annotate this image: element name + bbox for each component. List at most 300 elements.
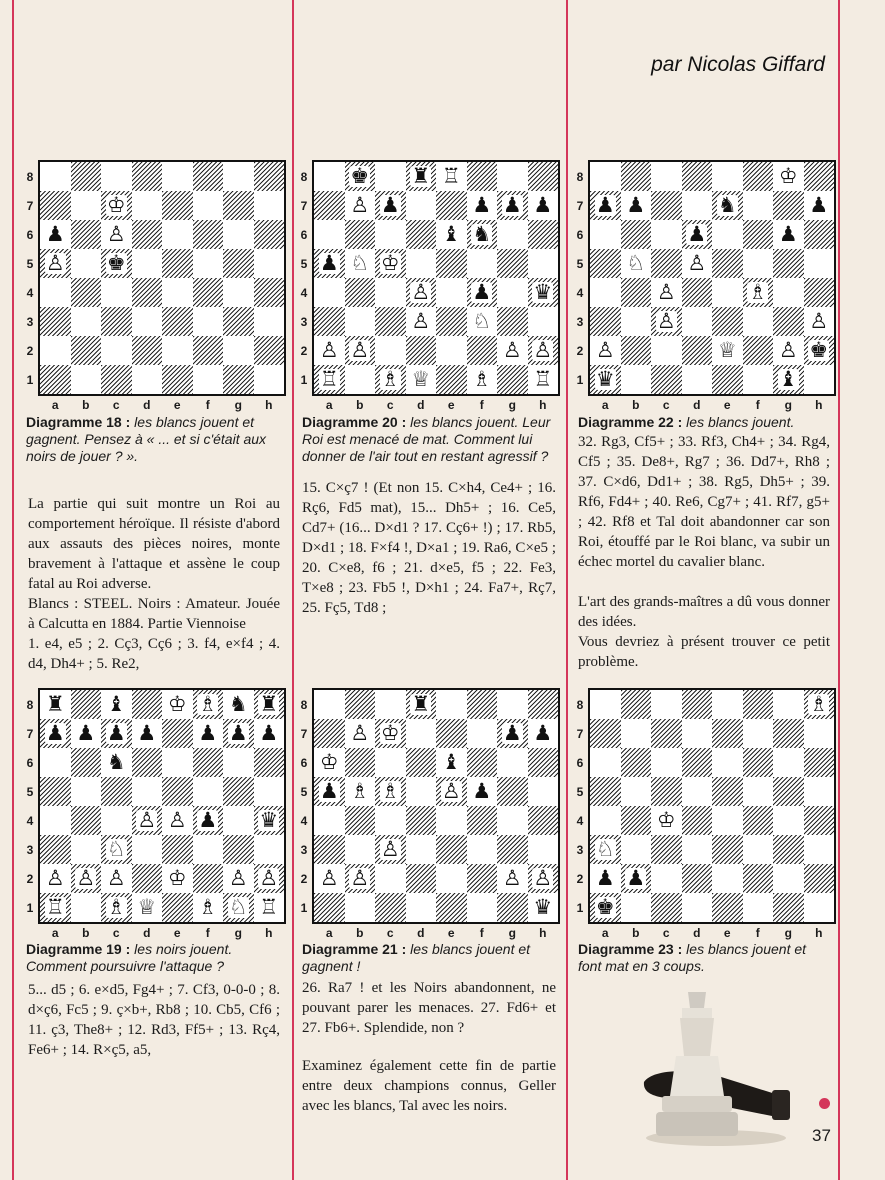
dark-square bbox=[743, 162, 774, 191]
dark-square bbox=[621, 220, 652, 249]
light-square bbox=[804, 719, 835, 748]
light-square bbox=[254, 777, 285, 806]
rank-label: 3 bbox=[26, 314, 34, 329]
white-rook-icon: ♖ bbox=[533, 367, 553, 391]
caption-label: Diagramme 22 : bbox=[578, 414, 683, 430]
light-square bbox=[345, 893, 376, 922]
dark-square bbox=[101, 365, 132, 394]
light-square bbox=[314, 162, 345, 191]
dark-square bbox=[682, 690, 713, 719]
file-label: f bbox=[205, 926, 210, 940]
dark-square bbox=[621, 806, 652, 835]
light-square bbox=[193, 835, 224, 864]
light-square bbox=[132, 249, 163, 278]
black-pawn-icon: ♟ bbox=[76, 721, 96, 745]
dark-square bbox=[40, 835, 71, 864]
light-square bbox=[101, 162, 132, 191]
light-square bbox=[375, 220, 406, 249]
paragraph-moves-3: 15. C×ç7 ! (Et non 15. C×h4, Ce4+ ; 16. Rç6, Fd5 mat), 15... Dh5+ ; 16. Ce5, Cd7+ (16... D×d1 ? 17. Cç6+ !) ; 17. Rb5, D×d1 ; 18. F×f4 !, D×a1 ; 19. Ra6, C×e5 ; 20. C×e8, f6 ; 21. d×e5, f5 ; 22. Fe3, T×e8 ; 23. Fb5 !, D×h1 ; 24. Fa7+, Rç7, 25. Fç5, Td8 ; bbox=[302, 480, 556, 616]
white-bishop-icon: ♗ bbox=[350, 779, 370, 803]
file-label: d bbox=[417, 398, 425, 412]
light-square bbox=[193, 777, 224, 806]
black-queen-icon: ♛ bbox=[259, 808, 279, 832]
dark-square bbox=[773, 191, 804, 220]
light-square bbox=[497, 162, 528, 191]
dark-square bbox=[712, 249, 743, 278]
black-pawn-icon: ♟ bbox=[626, 193, 646, 217]
white-bishop-icon: ♗ bbox=[472, 367, 492, 391]
rank-label: 4 bbox=[26, 813, 34, 828]
file-label: g bbox=[234, 926, 242, 940]
white-rook-icon: ♖ bbox=[45, 895, 65, 919]
white-bishop-icon: ♗ bbox=[198, 895, 218, 919]
dark-square bbox=[193, 278, 224, 307]
white-pawn-icon: ♙ bbox=[778, 338, 798, 362]
dark-square bbox=[467, 806, 498, 835]
light-square bbox=[193, 191, 224, 220]
file-label: b bbox=[632, 926, 640, 940]
light-square bbox=[712, 864, 743, 893]
light-square bbox=[497, 220, 528, 249]
dark-square bbox=[162, 719, 193, 748]
light-square bbox=[467, 893, 498, 922]
paragraph-problem: Vous devriez à présent trouver ce petit problème. bbox=[578, 634, 830, 670]
dark-square bbox=[406, 806, 437, 835]
file-label: g bbox=[784, 398, 792, 412]
dark-square bbox=[71, 162, 102, 191]
dark-square bbox=[223, 307, 254, 336]
black-pawn-icon: ♟ bbox=[502, 193, 522, 217]
rank-label: 7 bbox=[300, 198, 308, 213]
light-square bbox=[651, 220, 682, 249]
dark-square bbox=[467, 336, 498, 365]
file-label: b bbox=[356, 398, 364, 412]
light-square bbox=[743, 307, 774, 336]
black-pawn-icon: ♟ bbox=[533, 193, 553, 217]
black-rook-icon: ♜ bbox=[259, 692, 279, 716]
white-bishop-icon: ♗ bbox=[380, 779, 400, 803]
light-square bbox=[621, 835, 652, 864]
dark-square bbox=[193, 336, 224, 365]
dark-square bbox=[773, 719, 804, 748]
black-knight-icon: ♞ bbox=[106, 750, 126, 774]
file-label: g bbox=[234, 398, 242, 412]
light-square bbox=[467, 249, 498, 278]
dark-square bbox=[651, 835, 682, 864]
chess-board bbox=[312, 688, 560, 924]
paragraph-moves-1: 1. e4, e5 ; 2. Cç3, Cç6 ; 3. f4, e×f4 ; 4. d4, Dh4+ ; 5. Re2, bbox=[28, 636, 280, 672]
dark-square bbox=[590, 777, 621, 806]
light-square bbox=[497, 748, 528, 777]
chess-board bbox=[38, 688, 286, 924]
white-pawn-icon: ♙ bbox=[45, 251, 65, 275]
paragraph-players: Blancs : STEEL. Noirs : Amateur. Jouée à Calcutta en 1884. Partie Viennoise bbox=[28, 596, 280, 632]
dark-square bbox=[528, 220, 559, 249]
white-pawn-icon: ♙ bbox=[687, 251, 707, 275]
dark-square bbox=[712, 307, 743, 336]
light-square bbox=[743, 893, 774, 922]
black-pawn-icon: ♟ bbox=[626, 866, 646, 890]
dark-square bbox=[162, 365, 193, 394]
black-pawn-icon: ♟ bbox=[380, 193, 400, 217]
light-square bbox=[497, 806, 528, 835]
chess-diagram-22 bbox=[574, 160, 834, 416]
white-pawn-icon: ♙ bbox=[656, 309, 676, 333]
rank-label: 8 bbox=[26, 697, 34, 712]
light-square bbox=[773, 806, 804, 835]
light-square bbox=[590, 690, 621, 719]
rank-label: 8 bbox=[300, 169, 308, 184]
dark-square bbox=[71, 220, 102, 249]
dark-square bbox=[345, 806, 376, 835]
light-square bbox=[314, 220, 345, 249]
light-square bbox=[804, 365, 835, 394]
light-square bbox=[71, 365, 102, 394]
file-label: c bbox=[112, 398, 120, 412]
file-label: e bbox=[723, 926, 731, 940]
light-square bbox=[223, 278, 254, 307]
dark-square bbox=[254, 278, 285, 307]
white-knight-icon: ♘ bbox=[350, 251, 370, 275]
white-pawn-icon: ♙ bbox=[319, 338, 339, 362]
dark-square bbox=[497, 365, 528, 394]
light-square bbox=[314, 278, 345, 307]
dark-square bbox=[406, 864, 437, 893]
light-square bbox=[682, 365, 713, 394]
white-knight-icon: ♘ bbox=[626, 251, 646, 275]
chess-diagram-19 bbox=[24, 688, 284, 944]
light-square bbox=[40, 806, 71, 835]
caption-diagram-21 bbox=[302, 941, 554, 975]
dark-square bbox=[71, 336, 102, 365]
light-square bbox=[71, 777, 102, 806]
white-king-icon: ♔ bbox=[656, 808, 676, 832]
white-pawn-icon: ♙ bbox=[350, 193, 370, 217]
dark-square bbox=[162, 191, 193, 220]
dark-square bbox=[162, 249, 193, 278]
light-square bbox=[682, 777, 713, 806]
file-label: d bbox=[143, 926, 151, 940]
light-square bbox=[436, 806, 467, 835]
light-square bbox=[406, 893, 437, 922]
light-square bbox=[712, 278, 743, 307]
white-bishop-icon: ♗ bbox=[748, 280, 768, 304]
white-rook-icon: ♖ bbox=[441, 164, 461, 188]
dark-square bbox=[651, 191, 682, 220]
chess-board bbox=[312, 160, 560, 396]
light-square bbox=[621, 307, 652, 336]
light-square bbox=[162, 748, 193, 777]
white-pawn-icon: ♙ bbox=[167, 808, 187, 832]
dark-square bbox=[621, 278, 652, 307]
dark-square bbox=[406, 220, 437, 249]
column-1-text-bottom bbox=[28, 980, 280, 1060]
light-square bbox=[743, 719, 774, 748]
light-square bbox=[223, 220, 254, 249]
rank-label: 2 bbox=[300, 343, 308, 358]
dark-square bbox=[314, 893, 345, 922]
rank-label: 5 bbox=[26, 784, 34, 799]
dark-square bbox=[193, 220, 224, 249]
rank-label: 2 bbox=[576, 871, 584, 886]
caption-text: les blancs jouent et gagnent ! bbox=[302, 941, 531, 974]
dark-square bbox=[651, 719, 682, 748]
caption-text: les blancs jouent. Leur Roi est menacé de mat. Comment lui donner de l'air tout en restant agressif ? bbox=[302, 414, 551, 464]
caption-diagram-22 bbox=[578, 414, 830, 431]
light-square bbox=[375, 690, 406, 719]
dark-square bbox=[40, 191, 71, 220]
white-pawn-icon: ♙ bbox=[380, 837, 400, 861]
white-king-icon: ♔ bbox=[380, 251, 400, 275]
white-pawn-icon: ♙ bbox=[259, 866, 279, 890]
black-pawn-icon: ♟ bbox=[533, 721, 553, 745]
light-square bbox=[682, 893, 713, 922]
dark-square bbox=[773, 835, 804, 864]
light-square bbox=[590, 806, 621, 835]
white-knight-icon: ♘ bbox=[106, 837, 126, 861]
rank-label: 1 bbox=[576, 372, 584, 387]
light-square bbox=[436, 690, 467, 719]
paragraph-moves-2: 5... d5 ; 6. e×d5, Fg4+ ; 7. Cf3, 0-0-0 ; 8. d×ç6, Fc5 ; 9. ç×b+, Rb8 ; 10. Cb5, Cf6 ; 11. ç3, The8+ ; 12. Rd3, Ff5+ ; 13. Rç4, Fe6+ ; 14. R×ç5, a5, bbox=[28, 982, 280, 1058]
dark-square bbox=[436, 835, 467, 864]
dark-square bbox=[528, 748, 559, 777]
white-pawn-icon: ♙ bbox=[411, 280, 431, 304]
file-label: c bbox=[386, 398, 394, 412]
black-queen-icon: ♛ bbox=[533, 895, 553, 919]
light-square bbox=[743, 365, 774, 394]
light-square bbox=[773, 690, 804, 719]
light-square bbox=[497, 278, 528, 307]
light-square bbox=[621, 719, 652, 748]
dark-square bbox=[804, 864, 835, 893]
light-square bbox=[375, 278, 406, 307]
light-square bbox=[528, 835, 559, 864]
black-king-icon: ♚ bbox=[595, 895, 615, 919]
white-bishop-icon: ♗ bbox=[809, 692, 829, 716]
paragraph-moves-4: 26. Ra7 ! et les Noirs abandonnent, ne pouvant parer les menaces. 27. Fd6+ et 27. Fb6+. Splendide, non ? bbox=[302, 980, 556, 1036]
chess-diagram-23 bbox=[574, 688, 834, 944]
dark-square bbox=[436, 249, 467, 278]
file-label: h bbox=[815, 398, 823, 412]
white-pawn-icon: ♙ bbox=[106, 222, 126, 246]
rank-label: 8 bbox=[576, 697, 584, 712]
light-square bbox=[406, 191, 437, 220]
file-label: f bbox=[479, 398, 484, 412]
light-square bbox=[254, 191, 285, 220]
light-square bbox=[590, 162, 621, 191]
dark-square bbox=[621, 162, 652, 191]
file-label: e bbox=[447, 926, 455, 940]
light-square bbox=[71, 307, 102, 336]
rank-label: 7 bbox=[26, 198, 34, 213]
dark-square bbox=[497, 893, 528, 922]
light-square bbox=[132, 777, 163, 806]
light-square bbox=[40, 278, 71, 307]
file-label: c bbox=[662, 398, 670, 412]
column-3-text bbox=[578, 432, 830, 672]
column-divider-2 bbox=[566, 0, 568, 1180]
rank-label: 3 bbox=[300, 314, 308, 329]
light-square bbox=[712, 748, 743, 777]
light-square bbox=[406, 777, 437, 806]
caption-label: Diagramme 21 : bbox=[302, 941, 407, 957]
caption-diagram-19 bbox=[26, 941, 278, 975]
author-byline: par Nicolas Giffard bbox=[651, 53, 825, 76]
light-square bbox=[682, 191, 713, 220]
file-label: f bbox=[755, 926, 760, 940]
black-bishop-icon: ♝ bbox=[441, 750, 461, 774]
dark-square bbox=[497, 249, 528, 278]
light-square bbox=[375, 748, 406, 777]
caption-label: Diagramme 23 : bbox=[578, 941, 683, 957]
white-pawn-icon: ♙ bbox=[595, 338, 615, 362]
dark-square bbox=[621, 690, 652, 719]
column-divider-1 bbox=[292, 0, 294, 1180]
dark-square bbox=[254, 336, 285, 365]
light-square bbox=[375, 864, 406, 893]
dark-square bbox=[223, 191, 254, 220]
black-pawn-icon: ♟ bbox=[687, 222, 707, 246]
light-square bbox=[436, 278, 467, 307]
black-pawn-icon: ♟ bbox=[45, 721, 65, 745]
dark-square bbox=[621, 336, 652, 365]
black-pawn-icon: ♟ bbox=[472, 779, 492, 803]
dark-square bbox=[314, 835, 345, 864]
white-pawn-icon: ♙ bbox=[533, 866, 553, 890]
white-king-icon: ♔ bbox=[778, 164, 798, 188]
light-square bbox=[804, 249, 835, 278]
light-square bbox=[375, 162, 406, 191]
caption-diagram-18 bbox=[26, 414, 278, 465]
rank-label: 8 bbox=[300, 697, 308, 712]
dark-square bbox=[467, 748, 498, 777]
light-square bbox=[528, 777, 559, 806]
light-square bbox=[101, 806, 132, 835]
black-rook-icon: ♜ bbox=[411, 164, 431, 188]
light-square bbox=[223, 336, 254, 365]
light-square bbox=[804, 777, 835, 806]
file-label: g bbox=[784, 926, 792, 940]
rank-label: 7 bbox=[300, 726, 308, 741]
rank-label: 1 bbox=[26, 900, 34, 915]
dark-square bbox=[773, 777, 804, 806]
rank-label: 7 bbox=[26, 726, 34, 741]
white-pawn-icon: ♙ bbox=[441, 779, 461, 803]
file-label: h bbox=[815, 926, 823, 940]
light-square bbox=[682, 719, 713, 748]
black-pawn-icon: ♟ bbox=[198, 721, 218, 745]
light-square bbox=[804, 893, 835, 922]
dark-square bbox=[223, 835, 254, 864]
rank-label: 6 bbox=[26, 227, 34, 242]
light-square bbox=[743, 249, 774, 278]
rank-label: 1 bbox=[576, 900, 584, 915]
white-queen-icon: ♕ bbox=[137, 895, 157, 919]
dark-square bbox=[436, 191, 467, 220]
light-square bbox=[743, 191, 774, 220]
dark-square bbox=[40, 365, 71, 394]
light-square bbox=[621, 893, 652, 922]
light-square bbox=[375, 336, 406, 365]
file-label: a bbox=[601, 398, 609, 412]
dark-square bbox=[314, 191, 345, 220]
dark-square bbox=[162, 893, 193, 922]
dark-square bbox=[162, 835, 193, 864]
dark-square bbox=[773, 249, 804, 278]
light-square bbox=[712, 690, 743, 719]
black-pawn-icon: ♟ bbox=[137, 721, 157, 745]
dark-square bbox=[40, 777, 71, 806]
caption-diagram-20 bbox=[302, 414, 554, 465]
light-square bbox=[590, 278, 621, 307]
light-square bbox=[528, 307, 559, 336]
dark-square bbox=[254, 162, 285, 191]
black-pawn-icon: ♟ bbox=[595, 866, 615, 890]
white-knight-icon: ♘ bbox=[228, 895, 248, 919]
rank-label: 4 bbox=[576, 285, 584, 300]
light-square bbox=[743, 835, 774, 864]
light-square bbox=[223, 806, 254, 835]
file-label: h bbox=[265, 398, 273, 412]
dark-square bbox=[436, 307, 467, 336]
rank-label: 4 bbox=[576, 813, 584, 828]
chess-board bbox=[588, 160, 836, 396]
light-square bbox=[132, 191, 163, 220]
rank-label: 5 bbox=[300, 784, 308, 799]
dark-square bbox=[314, 307, 345, 336]
dark-square bbox=[193, 864, 224, 893]
dark-square bbox=[223, 365, 254, 394]
paragraph-geller-tal: Examinez également cette fin de partie entre deux champions connus, Geller avec les blancs, Tal avec les noirs. bbox=[302, 1058, 556, 1114]
dark-square bbox=[682, 864, 713, 893]
file-label: e bbox=[173, 398, 181, 412]
black-pawn-icon: ♟ bbox=[778, 222, 798, 246]
rank-label: 5 bbox=[300, 256, 308, 271]
light-square bbox=[467, 835, 498, 864]
light-square bbox=[406, 249, 437, 278]
black-queen-icon: ♛ bbox=[595, 367, 615, 391]
light-square bbox=[651, 336, 682, 365]
dark-square bbox=[406, 748, 437, 777]
dark-square bbox=[651, 893, 682, 922]
black-pawn-icon: ♟ bbox=[228, 721, 248, 745]
light-square bbox=[40, 162, 71, 191]
file-label: a bbox=[325, 398, 333, 412]
rank-label: 6 bbox=[576, 227, 584, 242]
caption-diagram-23 bbox=[578, 941, 832, 975]
dark-square bbox=[804, 162, 835, 191]
light-square bbox=[254, 307, 285, 336]
rank-label: 4 bbox=[26, 285, 34, 300]
dark-square bbox=[712, 893, 743, 922]
file-label: a bbox=[51, 398, 59, 412]
light-square bbox=[193, 307, 224, 336]
white-knight-icon: ♘ bbox=[595, 837, 615, 861]
black-rook-icon: ♜ bbox=[411, 692, 431, 716]
light-square bbox=[162, 336, 193, 365]
file-label: b bbox=[82, 398, 90, 412]
dark-square bbox=[467, 162, 498, 191]
black-pawn-icon: ♟ bbox=[595, 193, 615, 217]
dark-square bbox=[682, 806, 713, 835]
dark-square bbox=[436, 893, 467, 922]
light-square bbox=[314, 690, 345, 719]
light-square bbox=[254, 249, 285, 278]
black-king-icon: ♚ bbox=[350, 164, 370, 188]
column-1-text bbox=[28, 494, 280, 674]
file-label: a bbox=[325, 926, 333, 940]
black-queen-icon: ♛ bbox=[533, 280, 553, 304]
